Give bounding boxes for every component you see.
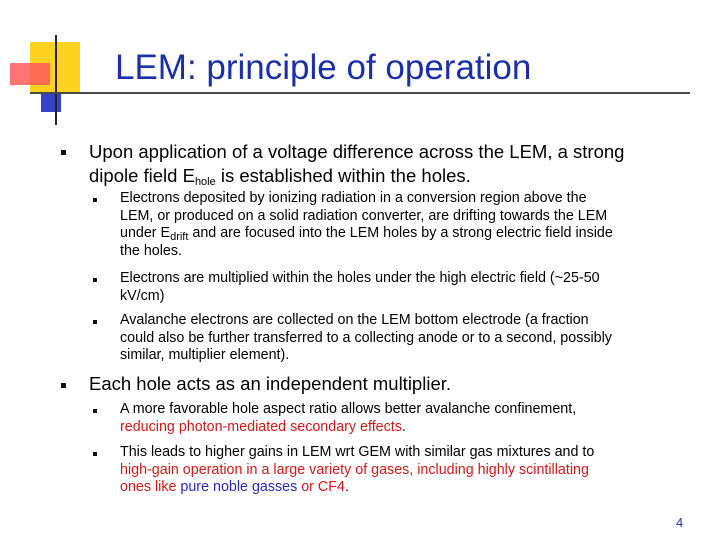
sub-bullet-marker [93,320,97,324]
sub-bullet-marker [93,452,97,456]
sub-bullet-marker [93,278,97,282]
bullet-marker [61,150,66,155]
bullet-2-1-text: A more favorable hole aspect ratio allows better avalanche confinement, reducing photon-mediated secondary effects. [120,401,577,435]
decor-blue-square [41,94,61,112]
bullet-1-3-text: Avalanche electrons are collected on the LEM bottom electrode (a fraction could also be further transferred to a collecting anode or to a second, possibly similar, multiplier element). [120,312,612,364]
sub-bullet-marker [93,409,97,413]
page-number: 4 [676,515,684,530]
slide-title: LEM: principle of operation [115,48,532,87]
bullet-2-2-text: This leads to higher gains in LEM wrt GEM with similar gas mixtures and to high-gain operation in a large variety of gases, including highly scintillating ones like pure noble gasses or CF4. [120,444,595,496]
bullet-1-1-text: Electrons deposited by ionizing radiation in a conversion region above the LEM, or produced on a solid radiation converter, are drifting towards the LEM under $E_{drift}$ and are focused into the LEM holes by a strong electric field inside the holes. [120,190,613,260]
sub-bullet-marker [93,198,97,202]
bullet-1-2-text: Electrons are multiplied within the holes under the high electric field (~25-50 kV/cm) [120,270,600,304]
bullet-2-text: Each hole acts as an independent multiplier. [89,373,452,394]
decor-vertical-line [55,35,57,125]
bullet-1-text: Upon application of a voltage difference across the LEM, a strong dipole field $E_{hole}$ is established within the holes. [89,141,625,188]
bullet-marker [61,383,66,388]
decor-red-square [10,63,50,85]
title-divider-line [30,92,690,94]
